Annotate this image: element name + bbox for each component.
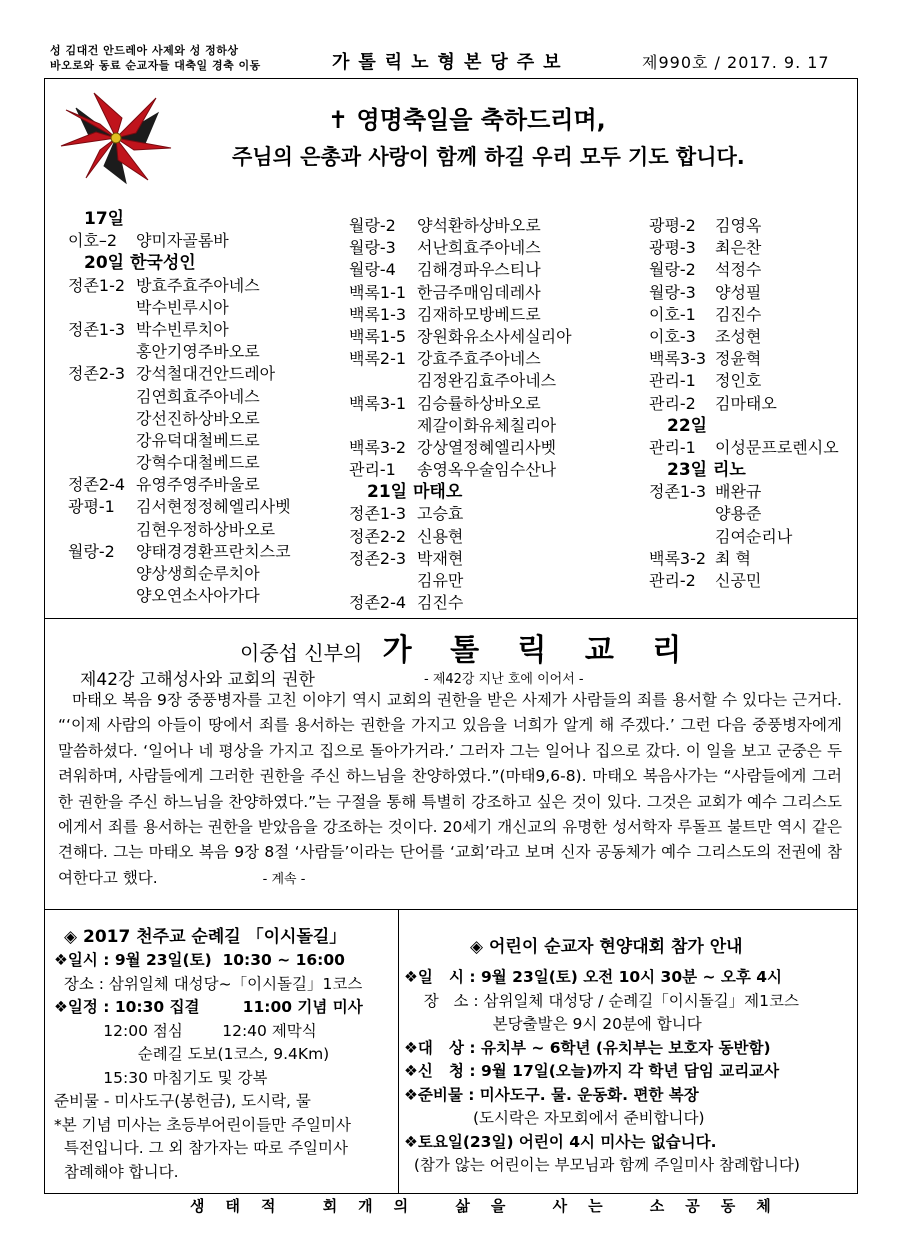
children-details (404, 966, 800, 1178)
parish-group: 정존2-3 (68, 364, 126, 384)
doctrine-body (58, 688, 842, 892)
member-name: 강선진하상바오로 (136, 408, 260, 428)
member-name: 홍안기영주바오로 (136, 342, 260, 362)
parish-group: 백록1-1 (349, 282, 407, 302)
header-left-line2: 바오로와 동료 순교자들 대축일 경축 이동 (50, 59, 261, 72)
parish-group: 정존2-4 (68, 475, 126, 495)
feast-entry (649, 503, 854, 525)
feast-entry (649, 215, 854, 237)
feast-entry (68, 341, 338, 363)
children-line: ❖대 상 : 유치부 ~ 6학년 (유치부는 보호자 동반함) (404, 1038, 771, 1057)
feast-entry (349, 215, 639, 237)
feast-day-heading: 22일 (667, 415, 708, 436)
footer-motto: 생태적 회개의 삶을 사는 소공동체 (190, 1197, 792, 1215)
pilgrimage-line: ❖일정 : 10:30 집결 11:00 기념 미사 (54, 998, 363, 1016)
children-line: 본당출발은 9시 20분에 합니다 (404, 1015, 702, 1033)
lecture-title: 제42강 고해성사와 교회의 권한 (80, 670, 315, 690)
member-name: 양성필 (715, 282, 762, 302)
feast-entry (649, 370, 854, 392)
member-name: 고승효 (417, 504, 464, 524)
member-name: 정윤혁 (715, 349, 762, 369)
feast-entry (68, 297, 338, 319)
divider-doctrine (44, 909, 858, 910)
pilgrimage-line: 15:30 마침기도 및 강복 (54, 1068, 268, 1087)
children-line: ❖준비물 : 미사도구. 물. 운동화. 편한 복장 (404, 1085, 699, 1104)
parish-group: 월랑-3 (649, 282, 696, 302)
member-name: 서난희효주아네스 (417, 238, 541, 258)
parish-group: 백록3-2 (349, 437, 407, 457)
parish-group: 월랑-2 (349, 216, 396, 235)
feast-entry (649, 393, 854, 415)
feast-entry (349, 304, 639, 326)
divider-feast (44, 618, 858, 619)
member-name: 박수빈루치아 (136, 319, 229, 339)
feast-entry (68, 585, 338, 607)
member-name: 양오연소사아가다 (136, 586, 260, 606)
member-name: 김유만 (417, 571, 464, 590)
children-heading: ◈ 어린이 순교자 현양대회 참가 안내 (470, 937, 743, 957)
member-name: 조성현 (715, 326, 762, 346)
member-name: 박수빈루시아 (136, 297, 229, 317)
children-line: 장 소 : 삼위일체 대성당 / 순례길「이시돌길」제1코스 (404, 991, 799, 1010)
feast-entry (349, 415, 639, 437)
member-name: 강효주효주아네스 (417, 349, 541, 369)
member-name: 정인호 (715, 371, 762, 391)
member-name: 강혁수대철베드로 (136, 453, 260, 473)
member-name: 김재하모방베드로 (417, 304, 541, 324)
doctrine-title (240, 625, 695, 669)
parish-group: 월랑-4 (349, 260, 396, 280)
member-name: 박재현 (417, 548, 464, 568)
member-name: 김진수 (715, 304, 762, 324)
parish-group: 월랑-2 (68, 541, 115, 561)
member-name: 석정수 (715, 260, 762, 280)
pilgrimage-heading: ◈ 2017 천주교 순례길 「이시돌길」 (64, 927, 347, 947)
parish-group: 월랑-3 (349, 238, 396, 258)
pilgrimage-line: *본 기념 미사는 초등부어린이들만 주일미사 (54, 1115, 351, 1134)
issue-number: 제990호 / 2017. 9. 17 (642, 53, 830, 72)
member-name: 신용현 (417, 526, 464, 546)
feast-entry (349, 326, 639, 348)
member-name: 김해경파우스티나 (417, 260, 541, 280)
feast-column-1 (68, 208, 338, 607)
feast-entry (68, 452, 338, 474)
member-name: 김진수 (417, 593, 464, 613)
children-line: ❖토요일(23일) 어린이 4시 미사는 없습니다. (404, 1132, 717, 1151)
feast-entry (349, 282, 639, 304)
feast-entry (349, 348, 639, 370)
feast-entry (649, 570, 854, 592)
banner-line2: 주님의 은총과 사랑이 함께 하길 우리 모두 기도 합니다. (232, 145, 745, 169)
feast-entry (649, 437, 854, 459)
feast-entry (349, 237, 639, 259)
member-name: 최 혁 (715, 548, 751, 568)
bulletin-title: 가톨릭노형본당주보 (332, 52, 570, 73)
parish-group: 정존2-4 (349, 593, 407, 613)
member-name: 김정완김효주아네스 (417, 371, 557, 391)
children-line: (참가 않는 어린이는 부모님과 함께 주일미사 참례합니다) (404, 1156, 800, 1174)
lecture-note: - 제42강 지난 호에 이어서 - (424, 672, 584, 687)
member-name: 김연희효주아네스 (136, 386, 260, 406)
feast-entry (649, 348, 854, 370)
member-name: 김서현정정헤엘리사벳 (136, 497, 291, 517)
member-name: 한금주매임데레사 (417, 282, 541, 302)
feast-entry (649, 237, 854, 259)
pilgrimage-line: 순례길 도보(1코스, 9.4Km) (54, 1045, 330, 1063)
doctrine-heading: 가 톨 릭 교 리 (382, 633, 696, 668)
pilgrimage-line: 준비물 - 미사도구(봉헌금), 도시락, 물 (54, 1092, 311, 1110)
doctrine-paragraph: 마태오 복음 9장 중풍병자를 고친 이야기 역시 교회의 권한을 받은 사제가 사람들의 죄를 용서할 수 있다는 근거다. “‘이제 사람의 아들이 땅에서 죄를 용서하는 권한을 가지고 있음을 너희가 알게 해 주겠다.’ 그런 다음 중풍병자에게 말씀하셨다. ‘일어나 네 평상을 가지고 집으로 돌아가거라.’ 그러자 그는 일어나 집으로 갔다. 이 일을 보고 군중은 두려워하며, 사람들에게 그러한 권한을 주신 하느님을 찬양하였다.”(마태9,6-8). 마태오 복음사가는 “사람들에게 그러한 권한을 주신 하느님을 찬양하였다.”는 구절을 통해 특별히 강조하고 싶은 것이 있다. 그것은 교회가 예수 그리스도에게서 죄를 용서하는 권한을 받았음을 강조하는 것이다. 20세기 개신교의 유명한 성서학자 루돌프 불트만 역시 같은 견해다. 그는 마태오 복음 9장 8절 ‘사람들’이라는 단어를 ‘교회’라고 보며 신자 공동체가 예수 그리스도의 전권에 참여한다고 했다. (58, 691, 842, 887)
parish-group: 정존1-3 (68, 319, 126, 339)
pilgrimage-line: 12:00 점심 12:40 제막식 (54, 1021, 317, 1040)
feast-entry (68, 474, 338, 496)
feast-entry (649, 282, 854, 304)
feast-day-heading: 17일 (84, 209, 125, 229)
children-line: ❖일 시 : 9월 23일(토) 오전 10시 30분 ~ 오후 4시 (404, 968, 782, 986)
member-name: 강석철대건안드레아 (136, 364, 276, 384)
feast-entry (68, 230, 338, 252)
member-name: 김영옥 (715, 216, 762, 235)
feast-entry (649, 526, 854, 548)
parish-group: 정존1-3 (649, 482, 707, 502)
feast-entry (649, 326, 854, 348)
parish-group: 관리-2 (649, 393, 696, 413)
member-name: 김승률하상바오로 (417, 393, 541, 413)
feast-entry (649, 259, 854, 281)
member-name: 장원화유소사세실리아 (417, 326, 572, 346)
member-name: 유영주영주바울로 (136, 475, 260, 495)
member-name: 양미자골롬바 (136, 231, 229, 251)
feast-entry (68, 408, 338, 430)
parish-group: 백록3-2 (649, 548, 707, 568)
feast-entry (68, 319, 338, 341)
parish-group: 백록1-3 (349, 304, 407, 324)
feast-entry (349, 437, 639, 459)
doctrine-continued: - 계속 - (262, 871, 306, 887)
feast-entry (349, 393, 639, 415)
parish-group: 관리-1 (649, 371, 696, 391)
parish-group: 이호-1 (649, 304, 696, 324)
feast-entry (349, 459, 639, 481)
member-name: 김여순리나 (715, 526, 793, 546)
children-line: ❖신 청 : 9월 17일(오늘)까지 각 학년 담임 교리교사 (404, 1062, 780, 1080)
feast-entry (349, 370, 639, 392)
feast-entry (649, 304, 854, 326)
member-name: 제갈이화유체칠리아 (417, 415, 557, 435)
feast-entry (68, 541, 338, 563)
parish-group: 정존1-2 (68, 275, 126, 295)
pilgrimage-line: 참례해야 합니다. (54, 1162, 179, 1181)
feast-entry (68, 275, 338, 297)
member-name: 신공민 (715, 571, 762, 590)
banner-line1-text: 영명축일을 축하드리며, (356, 106, 606, 134)
member-name: 이성문프로렌시오 (715, 437, 839, 457)
member-name: 송영옥우술임수산나 (417, 460, 557, 480)
parish-group: 정존2-3 (349, 548, 407, 568)
member-name: 강유덕대철베드로 (136, 430, 260, 450)
doctrine-author: 이중섭 신부의 (240, 641, 363, 665)
poinsettia-icon (56, 88, 176, 188)
feast-entry (68, 519, 338, 541)
parish-group: 관리-1 (349, 460, 396, 480)
feast-entry (68, 363, 338, 385)
parish-group: 정존2-2 (349, 526, 407, 546)
feast-day-heading: 20일 한국성인 (84, 253, 196, 274)
divider-boxes (398, 909, 399, 1194)
feast-entry (349, 259, 639, 281)
feast-entry (349, 548, 639, 570)
parish-group: 백록3-1 (349, 393, 407, 413)
parish-group: 관리-1 (649, 437, 696, 457)
header-left-line1: 성 김대건 안드레아 사제와 성 정하상 (50, 44, 239, 57)
children-line: (도시락은 자모회에서 준비합니다) (404, 1109, 705, 1127)
member-name: 방효주효주아네스 (136, 275, 260, 295)
member-name: 김마태오 (715, 393, 777, 413)
member-name: 강상열정혜엘리사벳 (417, 437, 557, 457)
feast-entry (68, 496, 338, 518)
parish-group: 광평-3 (649, 238, 696, 258)
feast-entry (68, 386, 338, 408)
feast-entry (649, 481, 854, 503)
member-name: 최은찬 (715, 238, 762, 258)
feast-entry (349, 570, 639, 592)
pilgrimage-details (54, 949, 363, 1184)
member-name: 양태경경환프란치스코 (136, 541, 291, 561)
feast-entry (68, 563, 338, 585)
member-name: 양석환하상바오로 (417, 216, 541, 235)
parish-group: 백록2-1 (349, 349, 407, 369)
member-name: 양상생희순루치아 (136, 564, 260, 583)
feast-column-3 (649, 215, 854, 592)
feast-column-2 (349, 215, 639, 614)
parish-group: 광평-2 (649, 216, 696, 235)
parish-group: 광평-1 (68, 497, 115, 517)
pilgrimage-line: 특전입니다. 그 외 참가자는 따로 주일미사 (54, 1139, 348, 1157)
parish-group: 이호–2 (68, 231, 118, 251)
banner-line1 (328, 100, 606, 135)
parish-group: 이호-3 (649, 326, 696, 346)
feast-entry (68, 430, 338, 452)
feast-entry (649, 548, 854, 570)
parish-group: 월랑-2 (649, 260, 696, 280)
member-name: 김현우정하상바오로 (136, 519, 276, 539)
member-name: 양용준 (715, 504, 762, 524)
parish-group: 백록3-3 (649, 349, 707, 369)
feast-entry (349, 526, 639, 548)
parish-group: 백록1-5 (349, 326, 407, 346)
parish-group: 관리-2 (649, 571, 696, 590)
feast-entry (349, 592, 639, 614)
feast-day-heading: 23일 리노 (667, 460, 746, 481)
feast-day-heading: 21일 마태오 (367, 482, 463, 503)
cross-icon: ✝ (328, 106, 349, 134)
pilgrimage-line: 장소 : 삼위일체 대성당~「이시돌길」1코스 (54, 974, 363, 993)
parish-group: 정존1-3 (349, 504, 407, 524)
feast-entry (349, 503, 639, 525)
pilgrimage-line: ❖일시 : 9월 23일(토) 10:30 ~ 16:00 (54, 951, 345, 969)
member-name: 배완규 (715, 482, 762, 502)
